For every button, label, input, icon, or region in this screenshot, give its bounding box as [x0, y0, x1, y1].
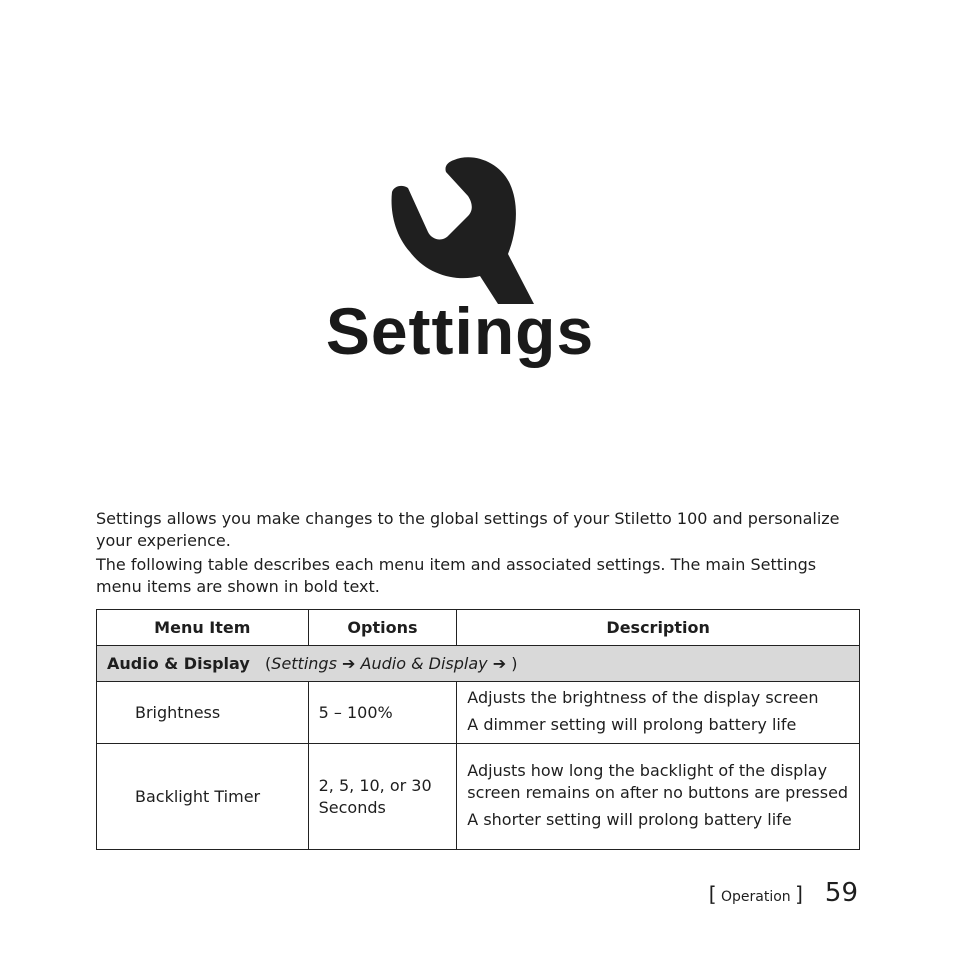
bracket-open: [ — [708, 882, 717, 906]
description-line: Adjusts the brightness of the display screen — [467, 688, 819, 707]
page-title: Settings — [325, 294, 595, 368]
table-row — [97, 682, 860, 744]
arrow-right-icon: ➔ — [342, 654, 356, 673]
section-name: Operation — [720, 889, 791, 905]
description-note: A dimmer setting will prolong battery life — [467, 715, 797, 734]
description-cell — [457, 682, 860, 744]
column-header-description: Description — [457, 610, 860, 646]
options-cell: 5 – 100% — [308, 682, 457, 744]
path-part-1: Settings — [271, 654, 337, 673]
description-cell — [457, 744, 860, 850]
intro-paragraph-2: The following table describes each menu item and associated settings. The main Settings menu items are shown in bold text. — [96, 555, 817, 596]
settings-table — [96, 609, 860, 850]
options-cell: 2, 5, 10, or 30 Seconds — [308, 744, 457, 850]
section-label: Audio & Display — [107, 654, 250, 673]
wrench-icon — [388, 154, 536, 308]
description-line: Adjusts how long the backlight of the display screen remains on after no buttons are pressed — [467, 761, 849, 802]
page-number: 59 — [824, 878, 858, 908]
table-header-row — [97, 610, 860, 646]
path-part-2: Audio & Display — [360, 654, 488, 673]
section-path — [255, 654, 518, 673]
section-cell — [97, 646, 860, 682]
column-header-menu-item: Menu Item — [97, 610, 309, 646]
path-close: ) — [511, 654, 518, 673]
menu-item-cell: Backlight Timer — [97, 744, 309, 850]
path-open: ( — [265, 654, 272, 673]
column-header-options: Options — [308, 610, 457, 646]
menu-item-cell: Brightness — [97, 682, 309, 744]
arrow-right-icon: ➔ — [492, 654, 507, 673]
bracket-close: ] — [795, 882, 803, 906]
section-tag — [709, 882, 803, 906]
page-footer — [709, 878, 858, 908]
section-row-audio-display — [97, 646, 860, 682]
intro-paragraph-1: Settings allows you make changes to the global settings of your Stiletto 100 and personalize your experience. — [96, 509, 840, 550]
table-row — [97, 744, 860, 850]
description-note: A shorter setting will prolong battery life — [467, 810, 792, 829]
